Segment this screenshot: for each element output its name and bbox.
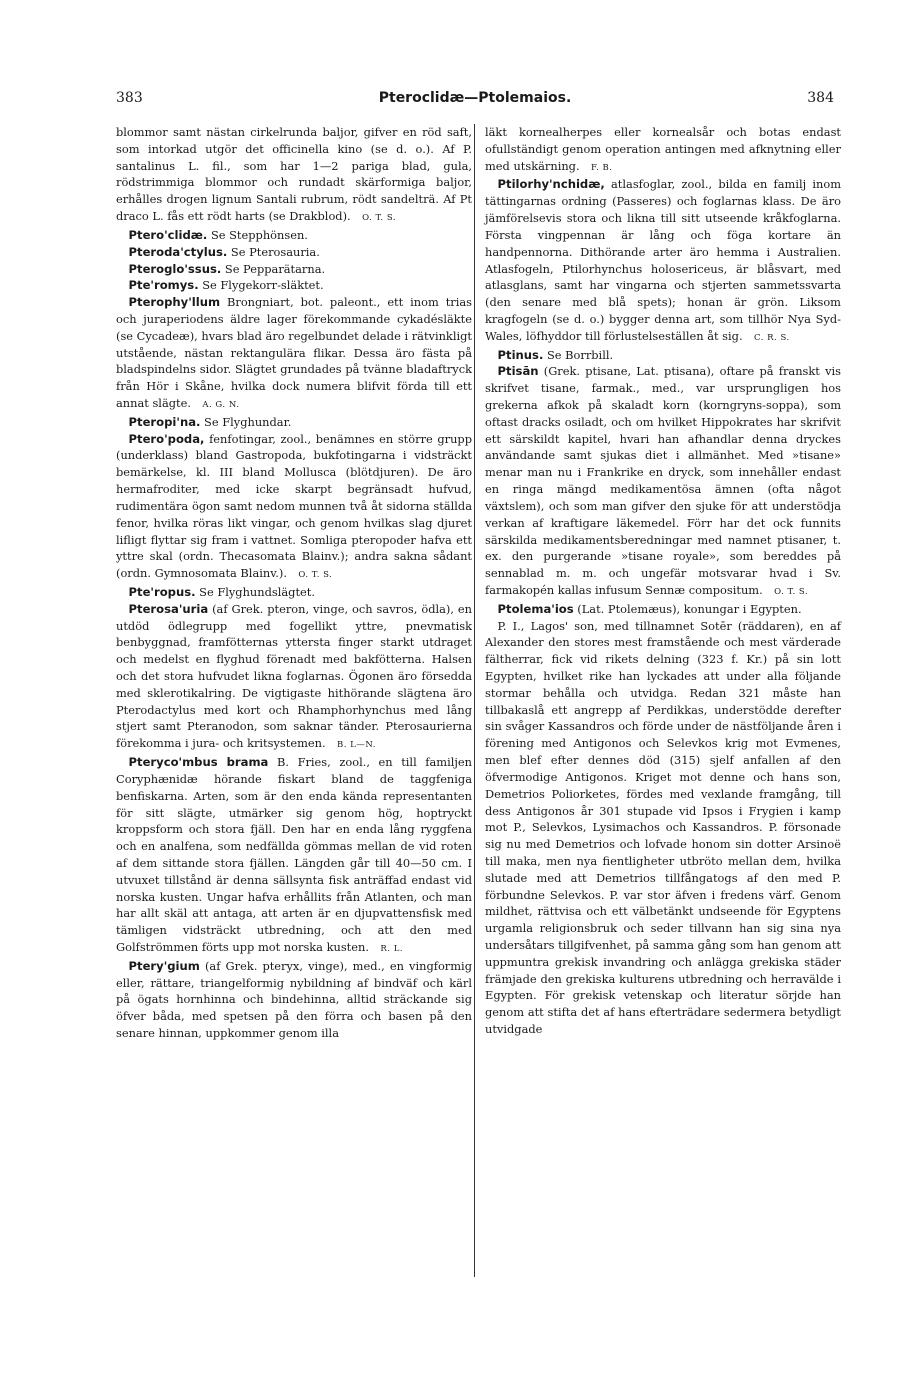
dictionary-entry: [116, 294, 472, 414]
dictionary-entry: [116, 261, 472, 278]
entry-text: (af Grek. pteron, vinge, och savros, ödla), en utdöd ödlegrupp med fogellikt yttre, pnevmatisk benbyggnad, framfötternas yttersta finger starkt utdraget och medelst en flyghud förenadt med bakfötterna. Halsen och det stora hufvudet likna foglarnas. Ögonen äro försedda med sklerotikalring. De vigtigaste hithörande slägtena äro Pterodactylus med kort och Rhamphorhynchus med lång stjert samt Pteranodon, som saknar tänder. Pterosaurierna förekomma i jura- och kritsystemen.: [116, 601, 472, 751]
dictionary-entry: [116, 414, 472, 431]
column-divider: [474, 124, 475, 1277]
entry-headword: Ptolema'ios: [497, 601, 574, 616]
author-signature: O. T. S.: [362, 213, 397, 224]
entry-headword: Ptilorhy'nchidæ,: [497, 177, 605, 192]
author-signature: A. G. N.: [202, 400, 240, 410]
entry-text: Se Stepphönsen.: [210, 227, 308, 242]
entry-headword: Ptero'poda,: [128, 431, 205, 446]
entry-headword: Pteropi'na.: [128, 414, 201, 429]
dictionary-entry: [485, 124, 841, 176]
author-signature: F. B.: [590, 162, 613, 173]
author-signature: R. L.: [380, 944, 404, 954]
entry-text: Se Pepparätarna.: [224, 261, 326, 276]
entry-headword: Pteroglo'ssus.: [128, 261, 222, 276]
entry-headword: Pteroda'ctylus.: [128, 244, 228, 259]
entry-text: Se Borrbill.: [546, 347, 614, 362]
author-signature: O. T. S.: [298, 570, 333, 581]
entry-text: Se Flyghundar.: [204, 414, 292, 429]
dictionary-entry: [116, 431, 472, 584]
dictionary-entry: [485, 618, 841, 1038]
left-column: [116, 124, 472, 1042]
running-header: [116, 90, 834, 112]
entry-headword: Pterophy'llum: [128, 295, 221, 310]
entry-headword: Pteryco'mbus brama: [128, 755, 269, 770]
entry-text: (Lat. Ptolemæus), konungar i Egypten.: [577, 601, 802, 616]
dictionary-entry: [116, 958, 472, 1042]
dictionary-entry: [116, 754, 472, 958]
entry-text: (af Grek. pteryx, vinge), med., en vingformig eller, rättare, triangelformig nybildning af bindväf och kärl på ögats hornhinna och bindehinna, alltid sträckande sig öfver båda, med spetsen på den förra och basen på den senare hinnan, uppkommer genom illa: [116, 958, 472, 1041]
page-number-left: 383: [116, 90, 143, 106]
dictionary-entry: [116, 601, 472, 754]
dictionary-entry: [116, 124, 472, 227]
entry-headword: Ptinus.: [497, 347, 544, 362]
entry-headword: Pterosa'uria: [128, 601, 209, 616]
entry-text: Brongniart, bot. paleont., ett inom trias och juraperiodens äldre lager förekommande cykadésläkte (se Cycadeæ), hvars blad äro regelbundet delade i rätvinkligt utstående, nästan rektangulära flikar. Dessa äro fästa på bladspindelns sidor. Slägtet grundades på tvänne bladaftryck från Hör i Skåne, hvilka dock numera blifvit förda till ett annat slägte.: [116, 295, 473, 410]
dictionary-entry: [116, 227, 472, 244]
entry-headword: Ptery'gium: [128, 958, 200, 973]
entry-headword: Pte'ropus.: [128, 584, 196, 599]
running-title: Pteroclidæ—Ptolemaios.: [378, 90, 572, 106]
page-number-right: 384: [807, 90, 834, 106]
entry-text: Se Pterosauria.: [230, 244, 320, 259]
entry-headword: Pte'romys.: [128, 278, 199, 293]
entry-headword: Ptisān: [497, 364, 539, 379]
entry-text: B. Fries, zool., en till familjen Coryphænidæ hörande fiskart bland de taggfeniga benfiskarna. Arten, som är den enda kända representanten för sitt slägte, utmärker sig genom hög, hoptryckt kroppsform och stora fjäll. Den har en enda lång ryggfena och en analfena, som nedfällda gömmas mellan de vid roten af dem sittande stora fjällen. Längden går till 40—50 cm. I utvuxet tillstånd är denna sällsynta fisk anträffad endast vid norska kusten. Ungar hafva erhållits från Atlanten, och man har allt skäl att antaga, att arten är en djupvattensfisk med tämligen vidsträckt utbredning, och att den med Golfströmmen förts upp mot norska kusten.: [116, 755, 472, 954]
entry-text: Se Flyghundslägtet.: [199, 584, 315, 599]
dictionary-entry: [116, 584, 472, 601]
entry-text: blommor samt nästan cirkelrunda baljor, gifver en röd saft, som intorkad utgör det officinella kino (se d. o.). Af P. santalinus L. fil., som har 1—2 pariga blad, gula, rödstrimmiga blommor och rundadt skärformiga baljor, erhålles drogen lignum Santali rubrum, rödt sandelträ. Af Pt draco L. fås ett rödt harts (se Drakblod).: [116, 125, 472, 224]
entry-headword: Ptero'clidæ.: [128, 227, 208, 242]
author-signature: C. R. S.: [753, 332, 790, 343]
entry-text: P. I., Lagos' son, med tillnamnet Sotēr (räddaren), en af Alexander den stores mest framstående och mest värderade fältherrar, fick vid rikets delning (323 f. Kr.) på sin lott Egypten, hvilket rike han lyckades att under alla följande stormar behålla och utvidga. Redan 321 måste han tillbakaslå ett angrepp af Perdikkas, understödde derefter sin svåger Kassandros och förde under de nästföljande åren i förening med Antigonos och Selevkos krig mot Evmenes, men blef efter dennes död (315) sjelf anfallen af den öfvermodige Antigonos. Kriget mot denne och hans son, Demetrios Poliorketes, fördes med vexlande framgång, till dess Antigonos år 301 stupade vid Ipsos i Frygien i kamp mot P., Selevkos, Lysimachos och Kassandros. P. försonade sig nu med Demetrios och lofvade honom sin dotter Arsinoë till maka, men nya fientligheter utbröto mellan dem, hvilka slutade med att Demetrios tillfångatogs af den med P. förbundne Selevkos. P. var stor äfven i fredens värf. Genom mildhet, rättvisa och ett välbetänkt undseende för Egyptens urgamla religionsbruk och seder tillvann han sig sina nya undersåtars tillgifvenhet, på samma gång som han genom att uppmuntra grekisk invandring och anlägga grekiska städer främjade den grekiska kulturens utbredning och herravälde i Egypten. För grekisk vetenskap och literatur sörjde han genom att stifta det af hans efterträdare sedermera betydligt utvidgade: [485, 618, 841, 1037]
entry-text: läkt kornealherpes eller kornealsår och botas endast ofullständigt genom operation antingen med afknytning eller med utskärning.: [485, 125, 841, 173]
dictionary-entry: [485, 176, 841, 346]
author-signature: B. L—N.: [336, 740, 376, 751]
dictionary-entry: [116, 244, 472, 261]
entry-text: Se Flygekorr-släktet.: [202, 278, 324, 293]
dictionary-entry: [485, 601, 841, 618]
dictionary-entry: [485, 363, 841, 600]
entry-text: atlasfoglar, zool., bilda en familj inom tättingarnas ordning (Passeres) och foglarnas klass. De äro jämförelsevis stora och likna till sitt utseende kråkfoglarna. Första vingpennan är lång och föga kortare än handpennorna. Dithörande arter äro hemma i Australien. Atlasfogeln, Ptilorhynchus holosericeus, är blåsvart, med atlasglans, samt har vingarna och stjerten sammetssvarta (den senare med blå spets); honan är grön. Liksom kragfogeln (se d. o.) bygger denna art, som tillhör Nya Syd-Wales, löfhyddor till förlustelseställen åt sig.: [485, 177, 842, 343]
entry-text: fenfotingar, zool., benämnes en större grupp (underklass) bland Gastropoda, bukfotingarna i vidsträckt bemärkelse, kl. III bland Mollusca (blötdjuren). De äro hermafroditer, med icke skarpt begränsadt hufvud, rudimentära ögon samt nedom munnen två åt sidorna ställda fenor, hvilka röras likt vingar, och genom hvilkas slag djuret lifligt flyttar sig fram i vattnet. Somliga pteropoder hafva ett yttre skal (ordn. Thecasomata Blainv.); andra sakna sådant (ordn. Gymnosomata Blainv.).: [116, 431, 472, 581]
author-signature: O. T. S.: [774, 586, 809, 597]
entry-text: (Grek. ptisane, Lat. ptisana), oftare på franskt vis skrifvet tisane, farmak., med., var ursprungligen hos grekerna afkok på skaladt korn (korngryns-soppa), som oftast dracks osiladt, och om hvilket Hippokrates har skrifvit ett särskildt kapitel, hvari han afhandlar denna dryckes användande samt sjukas diet i allmänhet. Med »tisane» menar man nu i Frankrike en dryck, som innehåller endast en ringa mängd medikamentösa ämnen (ofta något växtslem), och som man gifver den sjuke för att understödja verkan af kraftigare läkemedel. Förr har det ock funnits särskilda medikamentsberedningar med namnet ptisaner, t. ex. den purgerande »tisane royale», som bereddes på sennablad m. m. och ungefär motsvarar hvad i Sv. farmakopén kallas infusum Sennæ compositum.: [485, 364, 841, 597]
right-column: [485, 124, 841, 1038]
dictionary-entry: [485, 347, 841, 364]
dictionary-entry: [116, 277, 472, 294]
